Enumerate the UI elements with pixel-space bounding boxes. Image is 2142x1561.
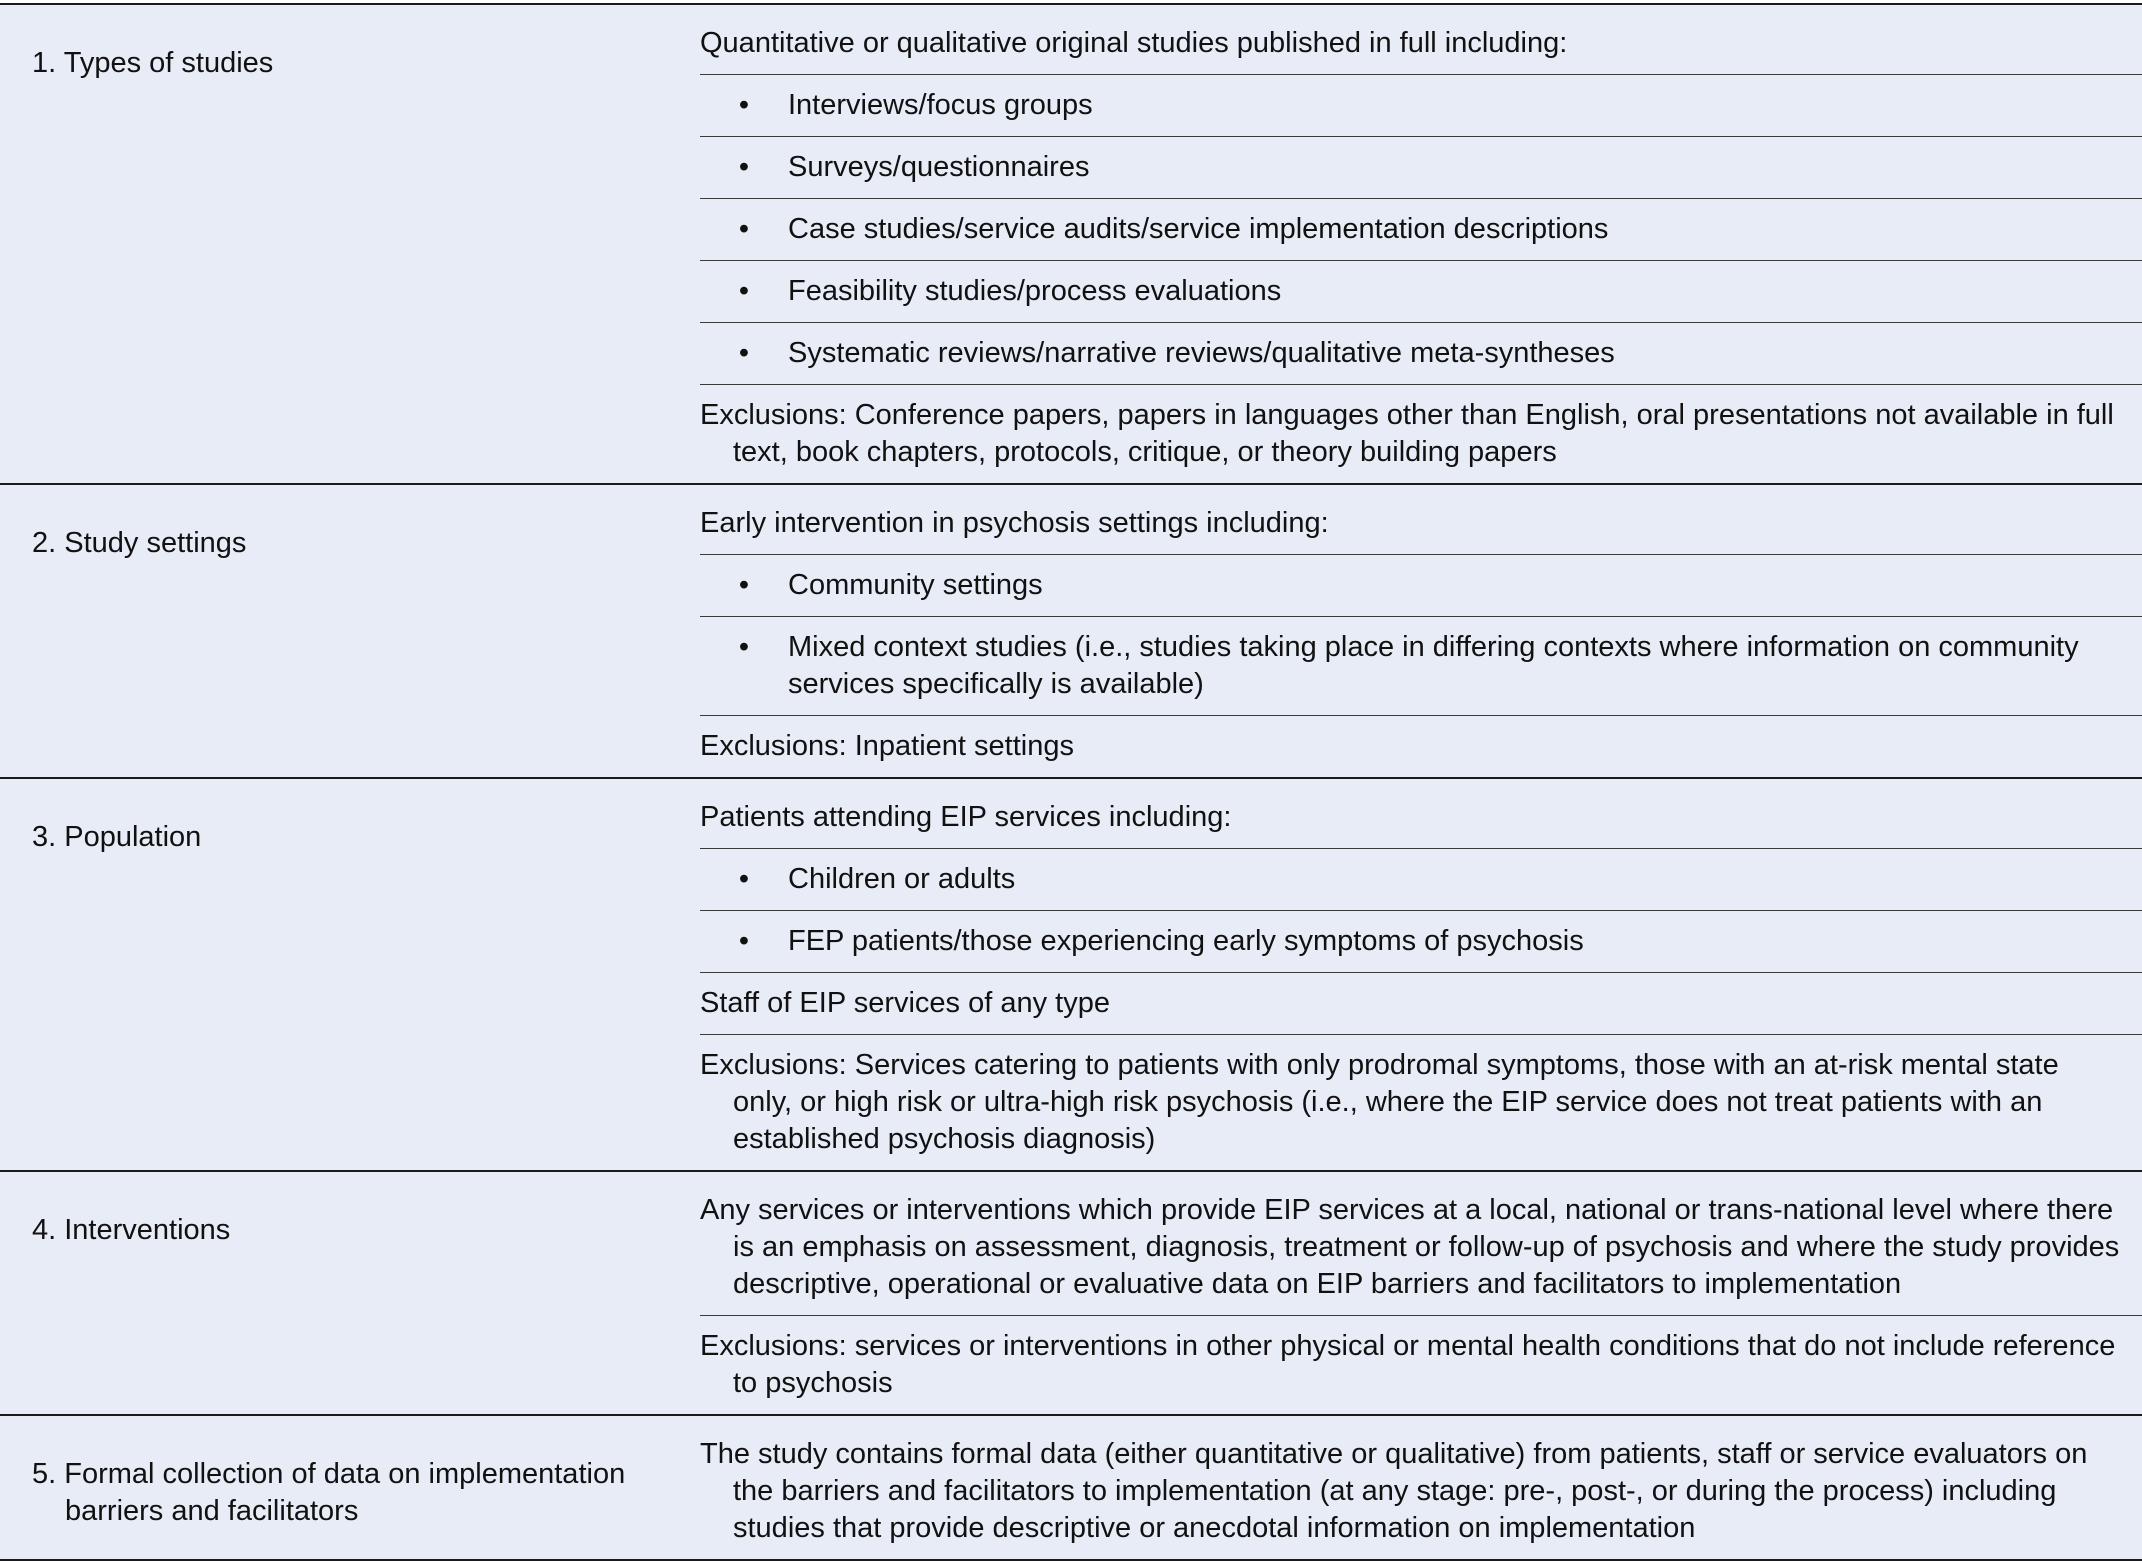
bullet-point-icon: • [738, 151, 750, 183]
bullet-list-item [700, 910, 2142, 972]
bullet-list-item [700, 74, 2142, 136]
bullet-text: Surveys/questionnaires [788, 151, 1090, 183]
criterion-text: Exclusions: services or interventions in other physical or mental health conditions that do not include reference to psychosis [700, 1315, 2142, 1414]
criterion-text: Exclusions: Inpatient settings [700, 715, 2142, 777]
criteria-row [0, 1171, 2142, 1415]
bullet-list-item [700, 322, 2142, 384]
table-body [0, 4, 2142, 1560]
criterion-label-cell [0, 778, 700, 1171]
bullet-point-icon: • [738, 275, 750, 307]
bullet-point-icon: • [738, 337, 750, 369]
criterion-text: Early intervention in psychosis settings including: [700, 507, 1329, 539]
criterion-text: Quantitative or qualitative original studies published in full including: [700, 27, 1568, 59]
bullet-list-item [700, 260, 2142, 322]
criterion-label: barriers and facilitators [65, 1495, 359, 1527]
criteria-row [0, 1415, 2142, 1560]
criterion-text: Exclusions: Conference papers, papers in languages other than English, oral presentations not available in full text, book chapters, protocols, critique, or theory building papers [700, 384, 2142, 483]
criterion-text: Exclusions: Services catering to patients with only prodromal symptoms, those with an at-risk mental state only, or high risk or ultra-high risk psychosis (i.e., where the EIP service does not treat patients with an established psychosis diagnosis) [700, 1034, 2142, 1170]
criterion-text: Any services or interventions which provide EIP services at a local, national or trans-national level where there is an emphasis on assessment, diagnosis, treatment or follow-up of psychosis and where the study provides descriptive, operational or evaluative data on EIP barriers and facilitators to implementation [700, 1194, 2120, 1300]
bullet-text: Community settings [788, 569, 1043, 601]
criterion-text: The study contains formal data (either quantitative or qualitative) from patients, staff or service evaluators on the barriers and facilitators to implementation (at any stage: pre-, post-, or during the process) including studies that provide descriptive or anecdotal information on implementation [700, 1438, 2088, 1544]
criterion-label-cell [0, 484, 700, 778]
criterion-content-cell [700, 484, 2142, 778]
bullet-text: Interviews/focus groups [788, 89, 1093, 121]
bullet-point-icon: • [738, 569, 750, 601]
criterion-text: Staff of EIP services of any type [700, 972, 2142, 1034]
criterion-text: Patients attending EIP services including: [700, 801, 1232, 833]
bullet-point-icon: • [738, 89, 750, 121]
criterion-label-cell [0, 1415, 700, 1560]
criteria-row [0, 484, 2142, 778]
criterion-content-cell [700, 4, 2142, 484]
criteria-row [0, 778, 2142, 1171]
bullet-text: Mixed context studies (i.e., studies taking place in differing contexts where information on community services specifically is available) [788, 631, 2079, 700]
bullet-text: FEP patients/those experiencing early symptoms of psychosis [788, 925, 1584, 957]
bullet-text: Case studies/service audits/service implementation descriptions [788, 213, 1609, 245]
criterion-label: 3. Population [32, 821, 202, 853]
criterion-content-cell [700, 1171, 2142, 1415]
bullet-list-item [700, 848, 2142, 910]
bullet-list-item [700, 554, 2142, 616]
criterion-label-cell [0, 1171, 700, 1415]
criterion-content-cell [700, 1415, 2142, 1560]
bullet-list-item [700, 198, 2142, 260]
bullet-point-icon: • [738, 213, 750, 245]
criteria-row [0, 4, 2142, 484]
bullet-point-icon: • [738, 925, 750, 957]
criterion-label: 1. Types of studies [32, 47, 274, 79]
bullet-point-icon: • [738, 863, 750, 895]
bullet-list-item [700, 616, 2142, 715]
eligibility-criteria-table [0, 3, 2142, 1561]
bullet-text: Systematic reviews/narrative reviews/qualitative meta-syntheses [788, 337, 1615, 369]
criterion-label: 5. Formal collection of data on implementation [32, 1458, 626, 1490]
bullet-text: Feasibility studies/process evaluations [788, 275, 1282, 307]
bullet-list-item [700, 136, 2142, 198]
bullet-point-icon: • [738, 631, 750, 663]
criterion-label: 2. Study settings [32, 527, 247, 559]
criterion-label-cell [0, 4, 700, 484]
criterion-label: 4. Interventions [32, 1214, 231, 1246]
bullet-text: Children or adults [788, 863, 1016, 895]
criterion-content-cell [700, 778, 2142, 1171]
